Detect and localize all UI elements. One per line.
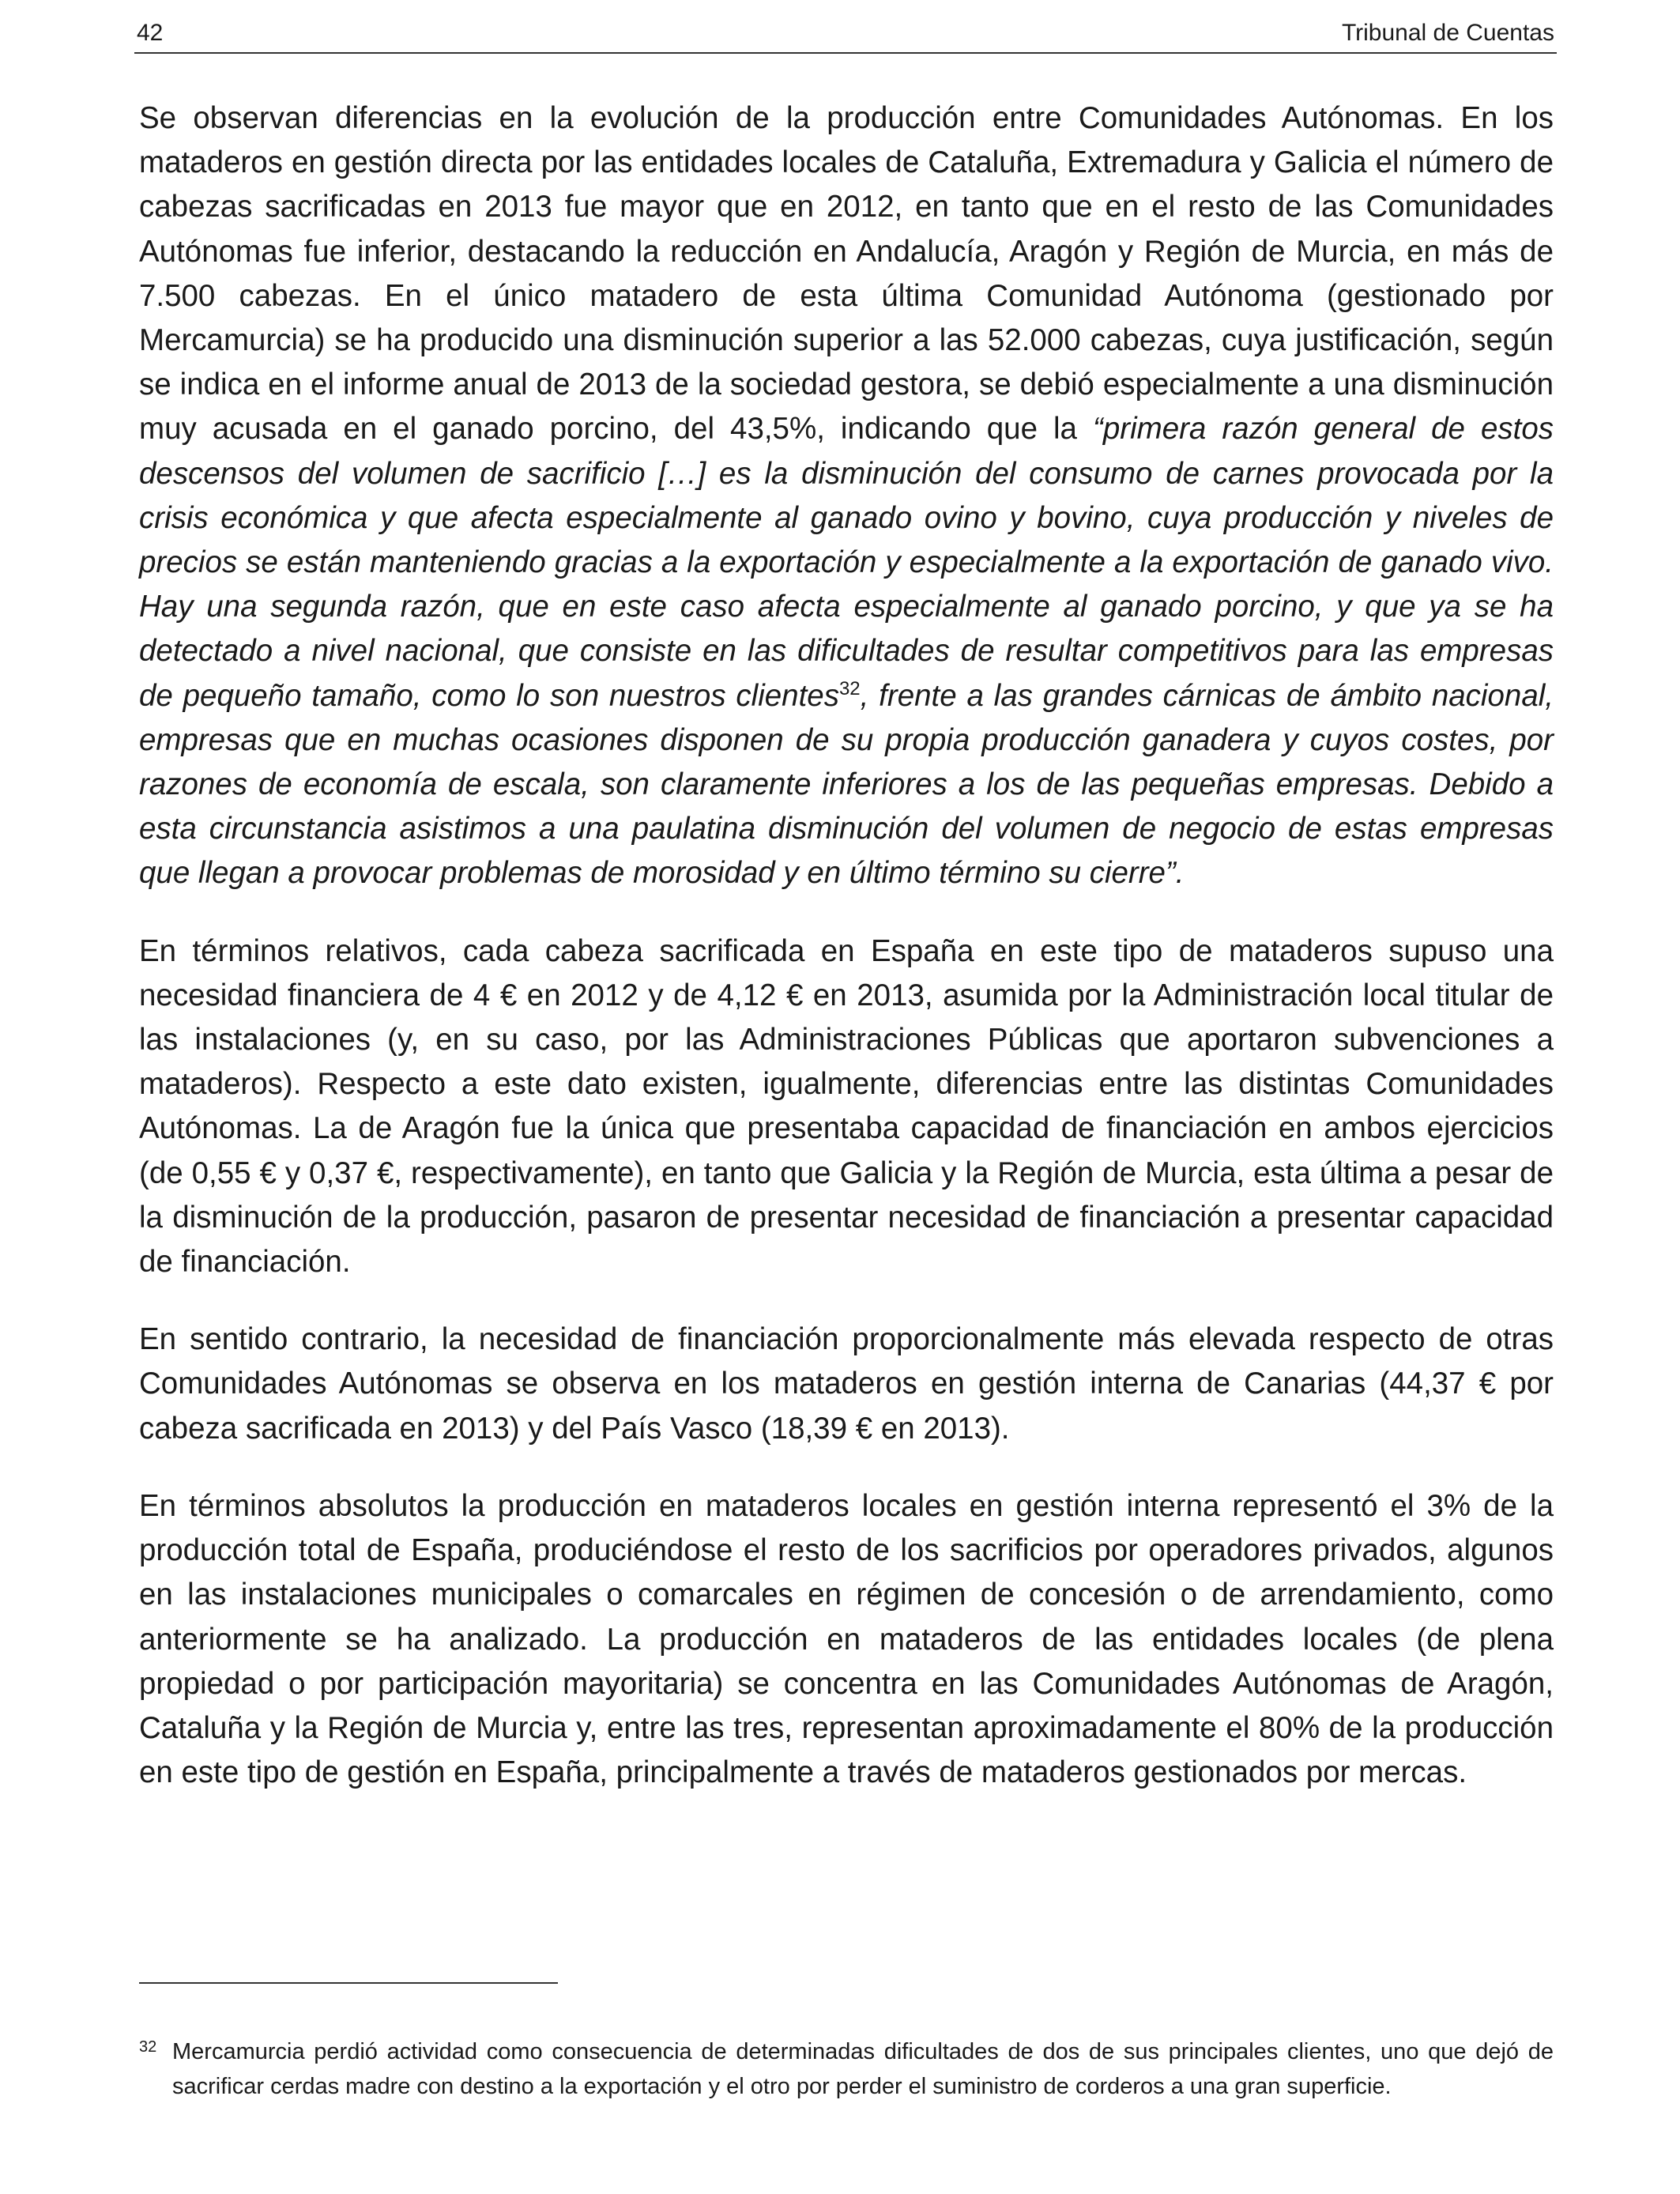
footnote-number: 32 bbox=[139, 2038, 157, 2056]
page-number: 42 bbox=[137, 20, 164, 46]
quoted-report-text-a: “primera razón general de estos descensos del volumen de sacrificio […] es la disminución del consumo de carnes provocada por la crisis económica y que afecta especialmente al ganado ovino y bovino, cuya producción y niveles de precios se están manteniendo gracias a la exportación y especialmente a la exportación de ganado vivo. Hay una segunda razón, que en este caso afecta especialmente al ganado porcino, y que ya se ha detectado a nivel nacional, que consiste en las dificultades de resultar competitivos para las empresas de pequeño tamaño, como lo son nuestros clientes bbox=[139, 412, 1554, 713]
body-text bbox=[139, 96, 1554, 1828]
page-header bbox=[134, 14, 1557, 54]
footnote bbox=[139, 2034, 1554, 2104]
running-title: Tribunal de Cuentas bbox=[1341, 20, 1554, 46]
paragraph-absolute-terms: En términos absolutos la producción en mataderos locales en gestión interna representó el 3% de la producción total de España, produciéndose el resto de los sacrificios por operadores privados, algunos en las instalaciones municipales o comarcales en régimen de concesión o de arrendamiento, como anteriormente se ha analizado. La producción en mataderos de las entidades locales (de plena propiedad o por participación mayoritaria) se concentra en las Comunidades Autónomas de Aragón, Cataluña y la Región de Murcia y, entre las tres, representan aproximadamente el 80% de la producción en este tipo de gestión en España, principalmente a través de mataderos gestionados por mercas. bbox=[139, 1488, 1554, 1790]
paragraph-intro-text: Se observan diferencias en la evolución de la producción entre Comunidades Autónomas. En los mataderos en gestión directa por las entidades locales de Cataluña, Extremadura y Galicia el número de cabezas sacrificadas en 2013 fue mayor que en 2012, en tanto que en el resto de las Comunidades Autónomas fue inferior, destacando la reducción en Andalucía, Aragón y Región de Murcia, en más de 7.500 cabezas. En el único matadero de esta última Comunidad Autónoma (gestionado por Mercamurcia) se ha producido una disminución superior a las 52.000 cabezas, cuya justificación, según se indica en el informe anual de 2013 de la sociedad gestora, se debió especialmente a una disminución muy acusada en el ganado porcino, del 43,5%, indicando que la bbox=[139, 101, 1554, 447]
quoted-report-text-b: , frente a las grandes cárnicas de ámbito nacional, empresas que en muchas ocasiones disponen de su propia producción ganadera y cuyos costes, por razones de economía de escala, son claramente inferiores a los de las pequeñas empresas. Debido a esta circunstancia asistimos a una paulatina disminución del volumen de negocio de estas empresas que llegan a provocar problemas de morosidad y en último término su cierre”. bbox=[139, 678, 1554, 891]
paragraph-contrary-sense: En sentido contrario, la necesidad de financiación proporcionalmente más elevada respecto de otras Comunidades Autónomas se observa en los mataderos en gestión interna de Canarias (44,37 € por cabeza sacrificada en 2013) y del País Vasco (18,39 € en 2013). bbox=[139, 1322, 1554, 1446]
footnote-reference: 32 bbox=[838, 677, 861, 699]
paragraph-relative-terms: En términos relativos, cada cabeza sacrificada en España en este tipo de mataderos supuso una necesidad financiera de 4 € en 2012 y de 4,12 € en 2013, asumida por la Administración local titular de las instalaciones (y, en su caso, por las Administraciones Públicas que aportaron subvenciones a mataderos). Respecto a este dato existen, igualmente, diferencias entre las distintas Comunidades Autónomas. La de Aragón fue la única que presentaba capacidad de financiación en ambos ejercicios (de 0,55 € y 0,37 €, respectivamente), en tanto que Galicia y la Región de Murcia, esta última a pesar de la disminución de la producción, pasaron de presentar necesidad de financiación a presentar capacidad de financiación. bbox=[139, 933, 1554, 1280]
paragraph-mercamurcia bbox=[139, 96, 1554, 896]
footnote-separator bbox=[139, 1982, 558, 1984]
footnote-text: Mercamurcia perdió actividad como consecuencia de determinadas dificultades de dos de sus principales clientes, uno que dejó de sacrificar cerdas madre con destino a la exportación y el otro por perder el suministro de corderos a una gran superficie. bbox=[172, 2039, 1554, 2099]
